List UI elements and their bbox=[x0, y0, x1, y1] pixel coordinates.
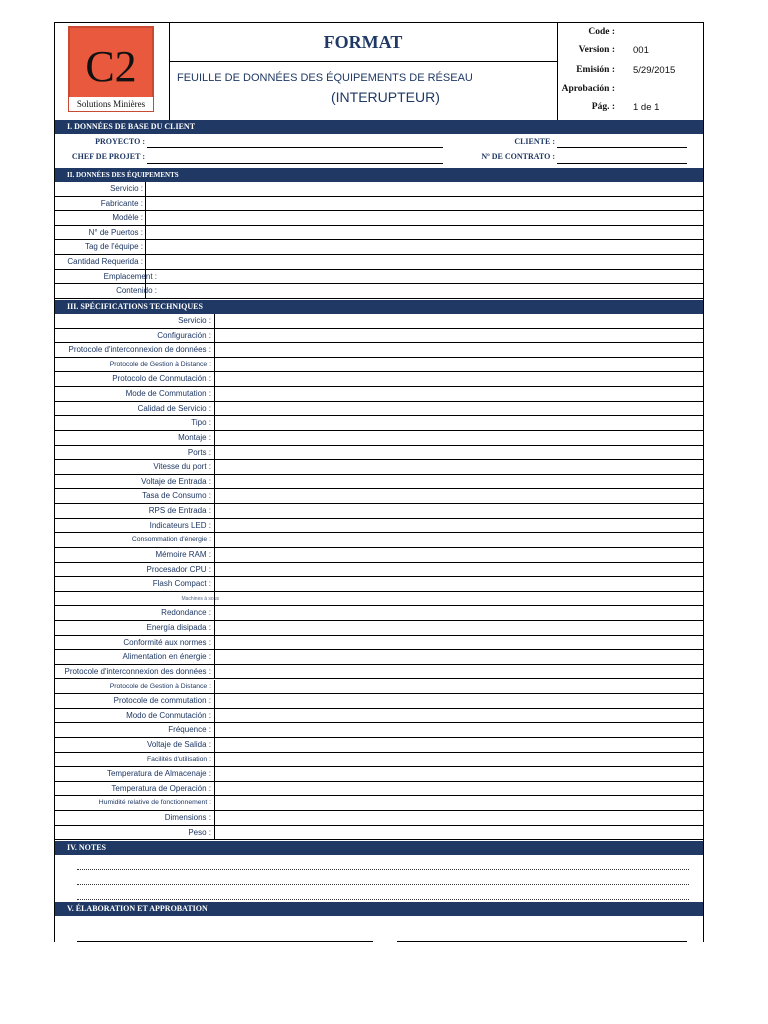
spec-row-label: Voltaje de Salida : bbox=[146, 739, 211, 749]
spec-row-label: Protocole de Gestion à Distance : bbox=[109, 360, 211, 368]
spec-row bbox=[55, 709, 703, 724]
spec-row-value[interactable] bbox=[214, 519, 703, 533]
spec-row bbox=[55, 563, 703, 578]
meta-version-label: Version : bbox=[578, 45, 615, 55]
spec-row-value[interactable] bbox=[214, 811, 703, 825]
spec-row bbox=[55, 665, 703, 680]
spec-row bbox=[55, 796, 703, 811]
meta-page bbox=[557, 102, 703, 120]
meta-version-value: 001 bbox=[633, 45, 649, 56]
spec-row-label: RPS de Entrada : bbox=[148, 506, 211, 516]
spec-row bbox=[55, 475, 703, 490]
equipment-row-value[interactable] bbox=[145, 240, 703, 254]
meta-emision bbox=[557, 65, 703, 83]
spec-row-value[interactable] bbox=[214, 826, 703, 840]
spec-row-value[interactable] bbox=[214, 723, 703, 737]
spec-row-label: Calidad de Servicio : bbox=[137, 403, 211, 413]
spec-row-label: Configuración : bbox=[157, 330, 211, 340]
spec-row-value[interactable] bbox=[214, 767, 703, 781]
notes-line-1[interactable] bbox=[77, 869, 689, 870]
spec-row-label: Indicateurs LED : bbox=[149, 520, 211, 530]
meta-version bbox=[557, 45, 703, 63]
logo-cell bbox=[55, 23, 170, 120]
spec-row-label: Energía disipada : bbox=[146, 623, 211, 633]
spec-row-value[interactable] bbox=[214, 577, 703, 591]
chef-de-projet-input[interactable] bbox=[147, 163, 443, 164]
spec-row bbox=[55, 533, 703, 548]
logo-sub-text: Solutions Minières bbox=[69, 97, 153, 111]
meta-page-value: 1 de 1 bbox=[633, 102, 660, 113]
meta-emision-label: Emisión : bbox=[576, 65, 615, 75]
meta-code-label: Code : bbox=[588, 27, 615, 37]
form-header bbox=[55, 23, 703, 121]
spec-row-label: Voltaje de Entrada : bbox=[141, 476, 211, 486]
spec-row bbox=[55, 694, 703, 709]
spec-row bbox=[55, 431, 703, 446]
spec-row-label: Consommation d'énergie : bbox=[131, 536, 211, 544]
contrato-input[interactable] bbox=[557, 163, 687, 164]
equipment-row-label: N° de Puertos : bbox=[88, 227, 143, 237]
equipment-row-label: Tag de l'équipe : bbox=[84, 242, 143, 252]
spec-row bbox=[55, 767, 703, 782]
spec-row bbox=[55, 592, 703, 607]
spec-row bbox=[55, 489, 703, 504]
meta-aprobacion bbox=[557, 84, 703, 102]
section-approval-header: V. ÉLABORATION ET APPROBATION bbox=[55, 902, 703, 916]
spec-row-value[interactable] bbox=[214, 665, 703, 679]
spec-row bbox=[55, 548, 703, 563]
spec-row-label: Tipo : bbox=[191, 418, 211, 428]
cliente-label: CLIENTE : bbox=[514, 137, 555, 146]
spec-row-value[interactable] bbox=[214, 314, 703, 328]
spec-row-label: Protocole de Gestion à Distance : bbox=[109, 682, 211, 690]
spec-row-value[interactable] bbox=[214, 548, 703, 562]
spec-row bbox=[55, 343, 703, 358]
spec-row-label: Mémoire RAM : bbox=[155, 549, 211, 559]
spec-row bbox=[55, 738, 703, 753]
spec-row bbox=[55, 504, 703, 519]
equipment-row-value[interactable] bbox=[145, 270, 703, 284]
title-cell bbox=[169, 23, 558, 120]
spec-row bbox=[55, 826, 703, 841]
meta-code bbox=[557, 27, 703, 45]
form-subtitle: FEUILLE DE DONNÉES DES ÉQUIPEMENTS DE RÉSEAU bbox=[177, 72, 473, 84]
spec-row-label: Humidité relative de fonctionnement : bbox=[98, 799, 211, 807]
section-notes-header: IV. NOTES bbox=[55, 841, 703, 855]
equipment-row bbox=[55, 182, 703, 197]
spec-row-value[interactable] bbox=[214, 796, 703, 810]
spec-row-value[interactable] bbox=[214, 753, 703, 767]
form-title: FORMAT bbox=[169, 23, 557, 62]
spec-row bbox=[55, 577, 703, 592]
spec-row-label: Facilités d'utilisation : bbox=[146, 755, 211, 763]
equipment-row-label: Contenido : bbox=[116, 286, 157, 296]
spec-row-label: Protocole d'interconnexion de données : bbox=[68, 345, 211, 355]
equipment-row-value[interactable] bbox=[145, 226, 703, 240]
spec-row-label: Flash Compact : bbox=[152, 579, 211, 589]
equipment-row-value[interactable] bbox=[145, 255, 703, 269]
equipment-row bbox=[55, 240, 703, 255]
notes-line-2[interactable] bbox=[77, 884, 689, 885]
spec-row-label: Redondance : bbox=[161, 608, 211, 618]
contrato-label: Nº DE CONTRATO : bbox=[481, 152, 555, 161]
spec-row bbox=[55, 636, 703, 651]
spec-row-value[interactable] bbox=[214, 358, 703, 372]
equipment-row-label: Emplacement : bbox=[103, 271, 157, 281]
form-equipment-type: (INTERUPTEUR) bbox=[331, 89, 440, 105]
meta-emision-value: 5/29/2015 bbox=[633, 65, 676, 76]
spec-row-value[interactable] bbox=[214, 504, 703, 518]
spec-row bbox=[55, 314, 703, 329]
spec-row bbox=[55, 329, 703, 344]
section-client-data-header: I. DONNÉES DE BASE DU CLIENT bbox=[55, 120, 703, 134]
spec-row-value[interactable] bbox=[214, 446, 703, 460]
spec-row-value[interactable] bbox=[214, 709, 703, 723]
spec-row bbox=[55, 723, 703, 738]
cliente-input[interactable] bbox=[557, 147, 687, 148]
spec-row-label: Ports : bbox=[187, 447, 211, 457]
proyecto-input[interactable] bbox=[147, 147, 443, 148]
spec-row-label: Mode de Commutation : bbox=[125, 389, 211, 399]
spec-row bbox=[55, 753, 703, 768]
spec-row-label: Conformité aux normes : bbox=[123, 637, 211, 647]
spec-row bbox=[55, 680, 703, 695]
spec-row-label: Protocolo de Conmutación : bbox=[112, 374, 211, 384]
spec-row-label: Temperatura de Almacenaje : bbox=[106, 769, 211, 779]
spec-row-value[interactable] bbox=[214, 372, 703, 386]
spec-row-value[interactable] bbox=[214, 387, 703, 401]
equipment-row-value[interactable] bbox=[145, 182, 703, 196]
spec-row bbox=[55, 402, 703, 417]
spec-row-value[interactable] bbox=[214, 416, 703, 430]
spec-row-label: Temperatura de Operación : bbox=[111, 783, 211, 793]
logo-main-text: C2 bbox=[85, 42, 137, 91]
equipment-row bbox=[55, 197, 703, 212]
equipment-row-label: Servicio : bbox=[110, 184, 143, 193]
meta-aprobacion-label: Aprobación : bbox=[561, 84, 615, 94]
spec-row-value[interactable] bbox=[214, 782, 703, 796]
spec-row-label: Protocole de commutation : bbox=[113, 696, 211, 706]
spec-row-value[interactable] bbox=[214, 680, 703, 694]
spec-row-label: Fréquence : bbox=[168, 725, 211, 735]
company-logo bbox=[68, 26, 154, 112]
spec-row-label: Tasa de Consumo : bbox=[142, 491, 211, 501]
meta-page-label: Pág. : bbox=[591, 102, 615, 112]
spec-row bbox=[55, 782, 703, 797]
spec-row bbox=[55, 446, 703, 461]
equipment-row-label: Modèle : bbox=[112, 213, 143, 223]
spec-row bbox=[55, 416, 703, 431]
spec-row bbox=[55, 811, 703, 826]
spec-row-label: Montaje : bbox=[178, 432, 211, 442]
spec-row bbox=[55, 372, 703, 387]
spec-row-value[interactable] bbox=[214, 329, 703, 343]
spec-row-value[interactable] bbox=[214, 475, 703, 489]
spec-row bbox=[55, 358, 703, 373]
spec-row-value[interactable] bbox=[214, 592, 703, 606]
equipment-row bbox=[55, 211, 703, 226]
equipment-row-value[interactable] bbox=[145, 284, 703, 298]
proyecto-label: PROYECTO : bbox=[95, 137, 145, 146]
spec-row bbox=[55, 621, 703, 636]
spec-row-value[interactable] bbox=[214, 636, 703, 650]
document-meta bbox=[557, 23, 703, 120]
section-equipment-data-header: II. DONNÉES DES ÉQUIPEMENTS bbox=[55, 168, 703, 182]
equipment-row-label: Cantidad Requerida : bbox=[67, 257, 143, 266]
spec-row-value[interactable] bbox=[214, 402, 703, 416]
equipment-row bbox=[55, 270, 703, 285]
spec-row-label: Dimensions : bbox=[164, 813, 211, 823]
spec-row-label: Machines à sous bbox=[181, 595, 219, 602]
spec-row-value[interactable] bbox=[214, 460, 703, 474]
spec-row-value[interactable] bbox=[214, 606, 703, 620]
spec-row-value[interactable] bbox=[214, 343, 703, 357]
chef-de-projet-label: CHEF DE PROJET : bbox=[71, 152, 145, 161]
spec-row bbox=[55, 650, 703, 665]
spec-row-label: Protocole d'interconnexion des données : bbox=[64, 666, 211, 676]
spec-row-label: Peso : bbox=[188, 827, 211, 837]
spec-row-label: Procesador CPU : bbox=[146, 564, 211, 574]
equipment-row bbox=[55, 255, 703, 270]
spec-row-value[interactable] bbox=[214, 738, 703, 752]
spec-row-value[interactable] bbox=[214, 489, 703, 503]
equipment-row bbox=[55, 226, 703, 241]
equipment-row-value[interactable] bbox=[145, 197, 703, 211]
equipment-row bbox=[55, 284, 703, 299]
approval-signature-line[interactable] bbox=[397, 941, 687, 942]
spec-row-value[interactable] bbox=[214, 650, 703, 664]
spec-row bbox=[55, 606, 703, 621]
notes-line-3[interactable] bbox=[77, 899, 689, 900]
spec-row bbox=[55, 519, 703, 534]
spec-row-label: Modo de Conmutación : bbox=[126, 710, 211, 720]
spec-row-value[interactable] bbox=[214, 621, 703, 635]
spec-row-label: Alimentation en énergie : bbox=[122, 652, 211, 662]
spec-row-value[interactable] bbox=[214, 563, 703, 577]
data-sheet-form bbox=[54, 22, 704, 942]
spec-row-label: Vitesse du port : bbox=[153, 462, 211, 472]
spec-row-label: Servicio : bbox=[178, 316, 211, 325]
section-technical-specs-header: III. SPÉCIFICATIONS TECHNIQUES bbox=[55, 300, 703, 314]
equipment-row-label: Fabricante : bbox=[100, 198, 143, 208]
spec-row bbox=[55, 460, 703, 475]
spec-row bbox=[55, 387, 703, 402]
elaboration-signature-line[interactable] bbox=[77, 941, 373, 942]
equipment-row-value[interactable] bbox=[145, 211, 703, 225]
spec-row-value[interactable] bbox=[214, 431, 703, 445]
spec-row-value[interactable] bbox=[214, 533, 703, 547]
spec-row-value[interactable] bbox=[214, 694, 703, 708]
